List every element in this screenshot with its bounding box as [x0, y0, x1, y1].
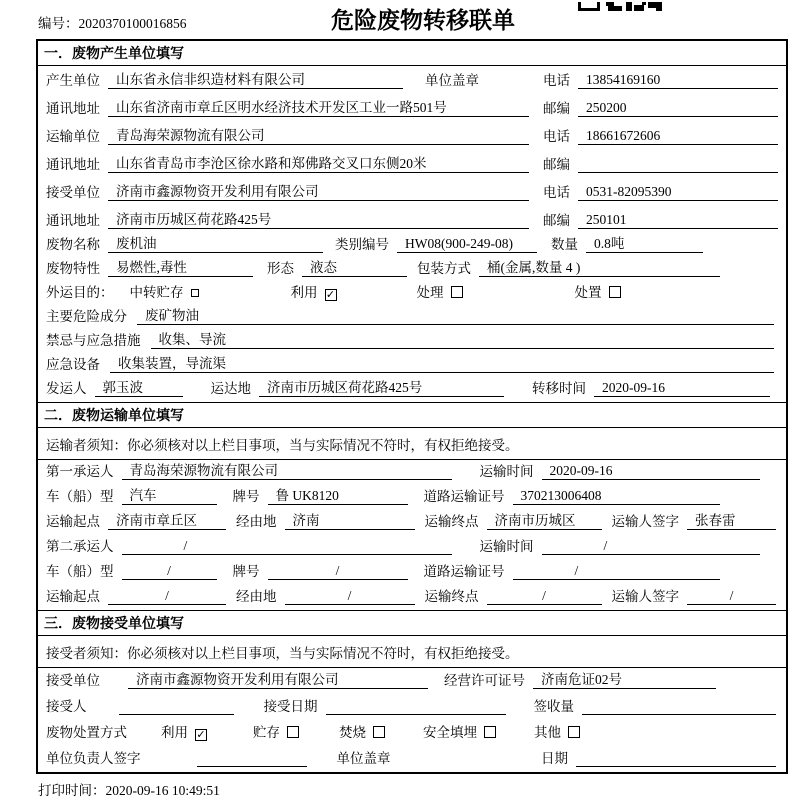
- emergency-equipment-row: [38, 354, 786, 378]
- transfer-time-value: 2020-09-16: [594, 380, 770, 397]
- hazard-value: 废矿物油: [137, 304, 774, 325]
- character-value: 易燃性,毒性: [108, 256, 253, 277]
- receive-date-value: [326, 698, 506, 715]
- taboo-measures-row: [38, 330, 786, 354]
- address-label: 通讯地址: [46, 213, 100, 228]
- transporter-label: 运输单位: [46, 129, 100, 144]
- option-label: 处理: [416, 285, 444, 300]
- option-label: 焚烧: [339, 725, 366, 740]
- carrier-label: 第二承运人: [46, 539, 114, 554]
- manifest-form: [36, 39, 788, 774]
- receiver-notice: 接受者须知：你必须核对以上栏目事项，当与实际情况不符时，有权拒绝接受。: [38, 636, 786, 668]
- responsible-sign-value: [197, 750, 307, 767]
- endpoint-label: 运输终点: [424, 589, 479, 604]
- route-row-2: [38, 585, 786, 610]
- quantity-value: 0.8吨: [586, 232, 703, 253]
- checkbox-unchecked-icon: [609, 286, 621, 298]
- receiving-unit-label: 接受单位: [46, 673, 100, 688]
- taboo-label: 禁忌与应急措施: [46, 333, 141, 348]
- carrier-sign-value: /: [687, 588, 776, 605]
- plate-label: 牌号: [232, 564, 260, 579]
- section2-title: 二．废物运输单位填写: [38, 402, 786, 428]
- phone-label: 电话: [543, 73, 570, 88]
- signed-amount-value: [582, 698, 776, 715]
- option-label: 利用: [161, 725, 188, 740]
- page-title: 危险废物转移联单: [331, 8, 515, 33]
- purpose-label: 外运目的：: [46, 285, 114, 300]
- origin-label: 运输起点: [46, 589, 100, 604]
- receiver-value: 济南市鑫源物资开发利用有限公司: [108, 180, 529, 201]
- waste-character-row: [38, 258, 786, 282]
- shipper-label: 发运人: [46, 381, 87, 396]
- vehicle-row: [38, 485, 786, 510]
- signed-amount-label: 签收量: [533, 699, 574, 714]
- checkbox-checked-icon: ✓: [196, 729, 206, 741]
- vehicle-type-value: 汽车: [122, 484, 217, 505]
- waste-name-label: 废物名称: [46, 237, 100, 252]
- destination-value: 济南市历城区荷花路425号: [259, 376, 504, 397]
- quantity-label: 数量: [551, 237, 578, 252]
- origin-value: /: [108, 588, 226, 605]
- route-row: [38, 510, 786, 535]
- purpose-option-transfer-storage: [130, 281, 199, 301]
- permit-value: 370213006408: [513, 488, 721, 505]
- date-value: [576, 750, 776, 767]
- checkbox-checked-icon: ✓: [325, 289, 336, 301]
- phone-value: 13854169160: [578, 72, 778, 89]
- phone-label: 电话: [543, 185, 570, 200]
- responsible-sign-label: 单位负责人签字: [46, 751, 141, 766]
- second-carrier-row: [38, 535, 786, 560]
- unit-seal-label: 单位盖章: [336, 751, 391, 766]
- carrier-value: /: [122, 538, 452, 555]
- unit-seal-label: 单位盖章: [425, 73, 479, 88]
- zip-label: 邮编: [543, 101, 570, 116]
- checkbox-unchecked-icon: [484, 726, 496, 738]
- transfer-time-label: 转移时间: [532, 381, 586, 396]
- carrier-value: 青岛海荣源物流有限公司: [122, 459, 452, 480]
- hazard-component-row: [38, 306, 786, 330]
- address-label: 通讯地址: [46, 101, 100, 116]
- transport-time-label: 运输时间: [479, 464, 534, 479]
- address-value: 济南市历城区荷花路425号: [108, 208, 529, 229]
- option-label: 中转贮存: [129, 285, 184, 300]
- receive-date-label: 接受日期: [263, 699, 318, 714]
- packing-value: 桶(金属,数量 4 ): [479, 256, 720, 277]
- receiver-row: [38, 178, 786, 206]
- receiving-person-row: [38, 694, 786, 720]
- form-label: 形态: [267, 261, 294, 276]
- zip-value: [578, 156, 778, 173]
- via-label: 经由地: [236, 589, 277, 604]
- disposal-option-other: [534, 721, 580, 741]
- destination-label: 运达地: [210, 381, 251, 396]
- doc-number-value: 2020370100016856: [78, 16, 187, 31]
- carrier-sign-value: 张春雷: [687, 509, 776, 530]
- producer-value: 山东省永信非织造材料有限公司: [108, 68, 403, 89]
- carrier-sign-label: 运输人签字: [611, 589, 679, 604]
- waste-name-row: [38, 234, 786, 258]
- zip-value: 250101: [578, 212, 778, 229]
- category-label: 类别编号: [335, 237, 389, 252]
- vehicle-type-value: /: [122, 563, 217, 580]
- phone-value: 18661672606: [578, 128, 778, 145]
- transporter-value: 青岛海荣源物流有限公司: [108, 124, 529, 145]
- vehicle-type-label: 车（船）型: [46, 564, 114, 579]
- disposal-option-recycle: [161, 721, 207, 741]
- zip-value: 250200: [578, 100, 778, 117]
- via-value: /: [285, 588, 415, 605]
- receiver-person-value: [119, 698, 234, 715]
- hazard-label: 主要危险成分: [46, 309, 127, 324]
- receiving-unit-row: [38, 668, 786, 694]
- doc-number-label: 编号：: [38, 16, 79, 31]
- checkbox-unchecked-icon: [451, 286, 463, 298]
- transporter-address-row: [38, 150, 786, 178]
- transport-time-value: /: [542, 538, 761, 555]
- character-label: 废物特性: [46, 261, 100, 276]
- endpoint-label: 运输终点: [424, 514, 479, 529]
- phone-label: 电话: [543, 129, 570, 144]
- shipper-row: [38, 378, 786, 402]
- option-label: 安全填埋: [423, 725, 477, 740]
- first-carrier-row: [38, 460, 786, 485]
- option-label: 其他: [534, 725, 561, 740]
- disposal-option-storage: [253, 721, 299, 741]
- document-header: [0, 0, 796, 39]
- address-label: 通讯地址: [46, 157, 100, 172]
- qr-code-fragment: [578, 0, 664, 16]
- equipment-label: 应急设备: [46, 357, 100, 372]
- receiver-address-row: [38, 206, 786, 234]
- zip-label: 邮编: [543, 213, 570, 228]
- packing-label: 包装方式: [417, 261, 471, 276]
- section3-title: 三．废物接受单位填写: [38, 610, 786, 636]
- checkbox-unchecked-icon: [568, 726, 580, 738]
- origin-value: 济南市章丘区: [108, 509, 226, 530]
- producer-row: [38, 66, 786, 94]
- address-value: 山东省青岛市李沧区徐水路和郑佛路交叉口东侧20米: [108, 152, 529, 173]
- option-label: 贮存: [253, 725, 280, 740]
- plate-value: /: [268, 563, 408, 580]
- endpoint-value: 济南市历城区: [487, 509, 602, 530]
- producer-label: 产生单位: [46, 73, 100, 88]
- plate-label: 牌号: [232, 489, 260, 504]
- transport-time-label: 运输时间: [479, 539, 534, 554]
- receiver-person-label: 接受人: [46, 699, 87, 714]
- form-value: 液态: [302, 256, 407, 277]
- doc-number: [38, 12, 187, 32]
- transfer-purpose-row: [38, 282, 786, 306]
- carrier-label: 第一承运人: [46, 464, 114, 479]
- endpoint-value: /: [487, 588, 602, 605]
- transport-time-value: 2020-09-16: [542, 463, 761, 480]
- permit-label: 道路运输证号: [423, 489, 505, 504]
- option-label: 利用: [290, 285, 318, 300]
- disposal-option-incinerate: [339, 721, 385, 741]
- purpose-option-dispose: [575, 281, 621, 301]
- origin-label: 运输起点: [46, 514, 100, 529]
- license-label: 经营许可证号: [444, 673, 525, 688]
- checkbox-unchecked-icon: [373, 726, 385, 738]
- via-value: 济南: [285, 509, 415, 530]
- producer-address-row: [38, 94, 786, 122]
- section1-title: 一．废物产生单位填写: [38, 41, 786, 66]
- purpose-option-recycle: [291, 281, 337, 301]
- print-time-value: 2020-09-16 10:49:51: [105, 783, 220, 798]
- receiver-label: 接受单位: [46, 185, 100, 200]
- equipment-value: 收集装置，导流渠: [110, 352, 774, 373]
- zip-label: 邮编: [543, 157, 570, 172]
- receiving-unit-value: 济南市鑫源物资开发利用有限公司: [128, 668, 428, 689]
- plate-value: 鲁 UK8120: [268, 484, 408, 505]
- print-time: [38, 779, 796, 799]
- carrier-sign-label: 运输人签字: [611, 514, 679, 529]
- via-label: 经由地: [236, 514, 277, 529]
- vehicle-type-label: 车（船）型: [46, 489, 114, 504]
- purpose-option-treat: [417, 281, 463, 301]
- waste-name-value: 废机油: [108, 232, 323, 253]
- phone-value: 0531-82095390: [578, 184, 778, 201]
- disposal-option-landfill: [423, 721, 496, 741]
- permit-label: 道路运输证号: [423, 564, 505, 579]
- permit-value: /: [513, 563, 721, 580]
- disposal-method-label: 废物处置方式: [46, 725, 127, 740]
- taboo-value: 收集、导流: [151, 328, 775, 349]
- disposal-method-row: [38, 720, 786, 746]
- checkbox-unchecked-icon: [191, 289, 199, 297]
- checkbox-unchecked-icon: [287, 726, 299, 738]
- transporter-notice: 运输者须知：你必须核对以上栏目事项，当与实际情况不符时，有权拒绝接受。: [38, 428, 786, 460]
- transporter-row: [38, 122, 786, 150]
- shipper-value: 郭玉波: [95, 376, 183, 397]
- print-time-label: 打印时间：: [38, 783, 106, 798]
- option-label: 处置: [574, 285, 602, 300]
- license-value: 济南危证02号: [533, 668, 716, 689]
- vehicle-row-2: [38, 560, 786, 585]
- address-value: 山东省济南市章丘区明水经济技术开发区工业一路501号: [108, 96, 529, 117]
- responsible-sign-row: [38, 746, 786, 772]
- category-value: HW08(900-249-08): [397, 236, 537, 253]
- date-label: 日期: [541, 751, 568, 766]
